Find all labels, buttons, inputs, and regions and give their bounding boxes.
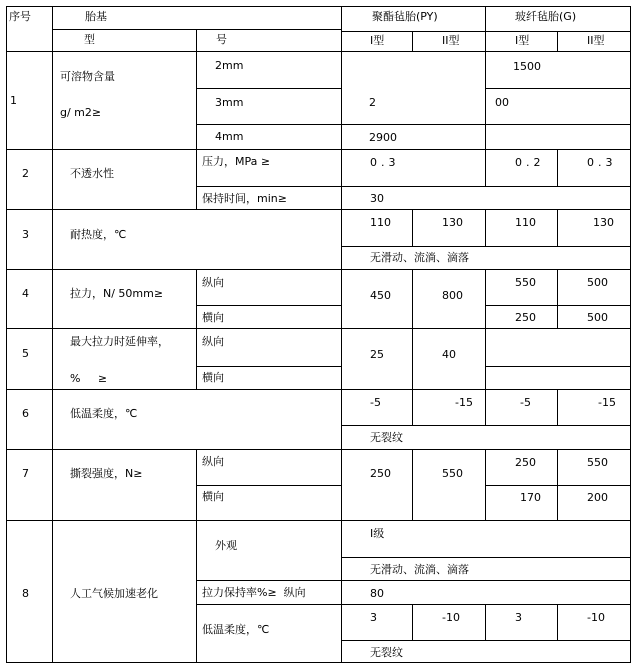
- row-1-name: 可溶物含量: [60, 70, 115, 83]
- row-5-name: 最大拉力时延伸率，: [70, 335, 169, 348]
- rule: [557, 269, 558, 329]
- header-type-part1: 型: [84, 33, 95, 46]
- row-1-sub-3mm: 3mm: [215, 96, 244, 109]
- row-1-sub-2mm: 2mm: [215, 59, 244, 72]
- row-2-sub-time: 保持时间，min≥: [202, 192, 287, 205]
- rule: [485, 366, 631, 367]
- rule: [196, 604, 631, 605]
- row-6-note: 无裂纹: [370, 431, 403, 444]
- header-g-i: I型: [515, 34, 530, 47]
- row-6-py1: -5: [370, 396, 381, 409]
- row-4-sub-long: 纵向: [202, 276, 224, 289]
- header-type-part2: 号: [216, 33, 227, 46]
- rule: [412, 604, 413, 640]
- rule: [341, 31, 631, 32]
- row-3-name: 耐热度，℃: [70, 228, 127, 241]
- row-5-sub-trans: 横向: [202, 371, 224, 384]
- rule: [412, 328, 413, 389]
- row-6-py2: -15: [455, 396, 473, 409]
- row-2-sub-pressure: 压力，MPa ≥: [202, 155, 271, 168]
- rule: [485, 604, 486, 640]
- rule: [196, 305, 341, 306]
- rule: [196, 580, 631, 581]
- header-g-ii: II型: [587, 34, 605, 47]
- header-py: 聚酯毡胎(PY): [372, 10, 438, 23]
- table-border-left: [6, 6, 7, 663]
- row-6-g1: -5: [520, 396, 531, 409]
- rule: [196, 449, 197, 520]
- rule: [341, 425, 631, 426]
- rule: [196, 186, 631, 187]
- rule: [341, 246, 631, 247]
- row-4-py2: 800: [442, 289, 463, 302]
- row-6-g2: -15: [598, 396, 616, 409]
- rule: [6, 269, 631, 270]
- table-border-right: [630, 6, 631, 663]
- rule: [485, 305, 631, 306]
- row-1-sub-4mm: 4mm: [215, 130, 244, 143]
- header-py-ii: II型: [442, 34, 460, 47]
- rule: [485, 449, 486, 520]
- table-border-bottom: [6, 662, 631, 663]
- row-7-g1-trans: 170: [520, 491, 541, 504]
- row-1-3mm-g: 00: [495, 96, 509, 109]
- row-6-no: 6: [22, 407, 29, 420]
- rule: [341, 640, 631, 641]
- rule: [6, 51, 631, 52]
- header-seq: 序号: [9, 10, 31, 23]
- rule: [412, 31, 413, 51]
- rule: [6, 389, 631, 390]
- row-6-name: 低温柔度，℃: [70, 407, 138, 420]
- row-1-no: 1: [10, 94, 17, 107]
- header-py-i: I型: [370, 34, 385, 47]
- rule: [557, 31, 558, 51]
- row-3-g2: 130: [593, 216, 614, 229]
- table-border-top: [6, 6, 631, 7]
- row-3-note: 无滑动、流淌、滴落: [370, 251, 469, 264]
- row-4-g1-trans: 250: [515, 311, 536, 324]
- rule: [557, 389, 558, 425]
- row-4-no: 4: [22, 287, 29, 300]
- rule: [52, 6, 53, 663]
- rule: [196, 29, 197, 51]
- row-7-py2: 550: [442, 467, 463, 480]
- row-2-no: 2: [22, 167, 29, 180]
- row-7-sub-trans: 横向: [202, 490, 224, 503]
- row-3-py2: 130: [442, 216, 463, 229]
- row-1-unit: g/ m2≥: [60, 106, 102, 119]
- rule: [485, 389, 486, 425]
- row-5-sub-long: 纵向: [202, 335, 224, 348]
- row-3-py1: 110: [370, 216, 391, 229]
- row-7-sub-long: 纵向: [202, 455, 224, 468]
- rule: [341, 557, 631, 558]
- row-2-pressure-g1: 0.2: [515, 156, 545, 169]
- row-2-pressure-py: 0.3: [370, 156, 400, 169]
- rule: [412, 209, 413, 246]
- row-8-appearance-note: 无滑动、流淌、滴落: [370, 563, 469, 576]
- row-8-sub-lowtemp: 低温柔度，℃: [202, 623, 270, 636]
- rule: [6, 328, 631, 329]
- rule: [485, 6, 486, 149]
- row-5-no: 5: [22, 347, 29, 360]
- rule: [557, 209, 558, 246]
- row-8-retention-value: 80: [370, 587, 384, 600]
- row-5-unit: % ≥: [70, 372, 108, 385]
- rule: [412, 389, 413, 425]
- row-4-sub-trans: 横向: [202, 311, 224, 324]
- row-8-no: 8: [22, 587, 29, 600]
- row-2-pressure-g2: 0.3: [587, 156, 617, 169]
- row-2-time: 30: [370, 192, 384, 205]
- row-8-appearance-value: I级: [370, 527, 385, 540]
- rule: [196, 485, 341, 486]
- rule: [6, 209, 631, 210]
- rule: [485, 269, 486, 329]
- row-3-g1: 110: [515, 216, 536, 229]
- rule: [557, 604, 558, 640]
- rule: [412, 269, 413, 329]
- rule: [196, 269, 197, 389]
- row-8-sub-appearance: 外观: [215, 539, 237, 552]
- rule: [412, 449, 413, 520]
- rule: [341, 6, 342, 663]
- row-7-g2-trans: 200: [587, 491, 608, 504]
- rule: [485, 328, 486, 389]
- rule: [196, 88, 341, 89]
- rule: [196, 51, 197, 210]
- row-5-py2: 40: [442, 348, 456, 361]
- row-2-name: 不透水性: [70, 167, 114, 180]
- rule: [196, 124, 631, 125]
- row-3-no: 3: [22, 228, 29, 241]
- row-7-name: 撕裂强度，N≥: [70, 467, 143, 480]
- row-4-py1: 450: [370, 289, 391, 302]
- header-g: 玻纤毡胎(G): [515, 10, 577, 23]
- header-base: 胎基: [85, 10, 107, 23]
- row-1-3mm-py: 2: [369, 96, 376, 109]
- rule: [557, 449, 558, 520]
- row-8-lowtemp-g2: -10: [587, 611, 605, 624]
- row-8-lowtemp-py1: 3: [370, 611, 377, 624]
- rule: [6, 520, 631, 521]
- row-1-2mm-g: 1500: [513, 60, 541, 73]
- rule: [485, 149, 486, 186]
- row-1-4mm-py: 2900: [369, 131, 397, 144]
- rule: [485, 209, 486, 246]
- row-4-g1-long: 550: [515, 276, 536, 289]
- row-5-py1: 25: [370, 348, 384, 361]
- rule: [557, 149, 558, 186]
- row-8-lowtemp-py2: -10: [442, 611, 460, 624]
- rule: [196, 366, 341, 367]
- rule: [6, 149, 631, 150]
- rule: [485, 485, 631, 486]
- rule: [485, 88, 631, 89]
- row-8-lowtemp-g1: 3: [515, 611, 522, 624]
- rule: [196, 520, 197, 663]
- row-7-g2-long: 550: [587, 456, 608, 469]
- row-7-g1-long: 250: [515, 456, 536, 469]
- row-4-g2-long: 500: [587, 276, 608, 289]
- row-4-g2-trans: 500: [587, 311, 608, 324]
- row-8-name: 人工气候加速老化: [70, 587, 158, 600]
- row-4-name: 拉力，N/ 50mm≥: [70, 287, 164, 300]
- row-7-no: 7: [22, 467, 29, 480]
- row-8-lowtemp-note: 无裂纹: [370, 646, 403, 659]
- row-8-sub-retention: 拉力保持率%≥ 纵向: [202, 586, 306, 599]
- rule: [6, 449, 631, 450]
- row-7-py1: 250: [370, 467, 391, 480]
